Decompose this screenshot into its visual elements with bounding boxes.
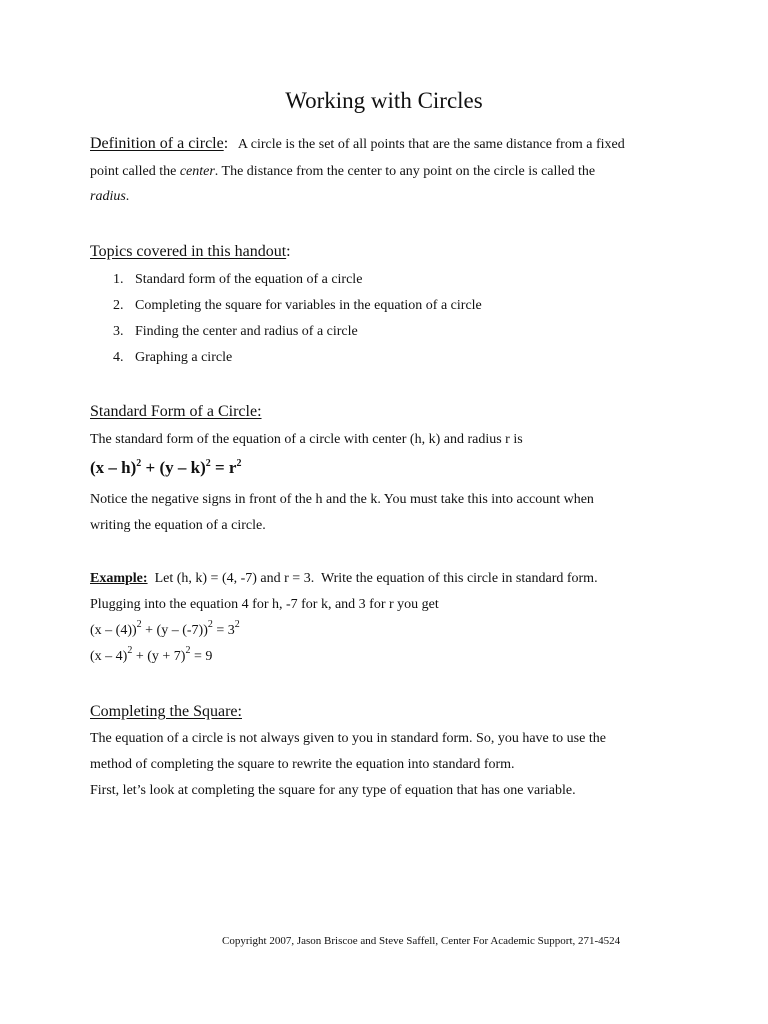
equation-term: (x – (4)) xyxy=(90,623,137,638)
list-item xyxy=(113,350,232,366)
equation-term: + (y + 7) xyxy=(132,649,186,664)
topics-heading-row xyxy=(90,243,291,261)
list-item xyxy=(113,298,482,314)
equation-exponent: 2 xyxy=(205,458,211,469)
completing-line-2: method of completing the square to rewrite the equation into standard form. xyxy=(90,757,515,772)
definition-line-2 xyxy=(90,164,595,180)
page-title: Working with Circles xyxy=(285,88,483,113)
equation-term: + (y – k) xyxy=(141,458,206,477)
completing-square-heading: Completing the Square: xyxy=(90,703,242,720)
topics-heading: Topics covered in this handout xyxy=(90,243,287,260)
equation-term: + (y – (-7)) xyxy=(141,623,208,638)
equation-term: = 3 xyxy=(212,623,235,638)
definition-line-3 xyxy=(90,189,129,205)
list-item-number: 2. xyxy=(113,298,124,313)
equation-exponent: 2 xyxy=(136,458,142,469)
list-item-text: Standard form of the equation of a circle xyxy=(135,272,363,287)
topics-heading-colon: : xyxy=(286,243,291,260)
standard-form-intro: The standard form of the equation of a circle with center (h, k) and radius r is xyxy=(90,432,523,447)
definition-term-radius: radius xyxy=(90,189,126,204)
equation-exponent: 2 xyxy=(236,458,242,469)
equation-exponent: 2 xyxy=(136,619,142,630)
equation-exponent: 2 xyxy=(185,645,191,656)
definition-heading-colon: : xyxy=(223,135,229,152)
example-label: Example: xyxy=(90,571,148,586)
standard-form-heading: Standard Form of a Circle: xyxy=(90,403,262,420)
example-equation-1 xyxy=(90,619,240,639)
definition-text-3-post: . xyxy=(125,189,130,204)
definition-text-2-post: . The distance from the center to any point on the circle is called the xyxy=(214,164,596,179)
completing-line-3: First, let’s look at completing the square for any type of equation that has one variable. xyxy=(90,783,576,798)
definition-term-center: center xyxy=(179,164,215,179)
definition-text-1: A circle is the set of all points that are the same distance from a fixed xyxy=(237,137,625,152)
equation-term: = r xyxy=(210,458,237,477)
notice-line-1: Notice the negative signs in front of the h and the k. You must take this into account when xyxy=(90,492,594,507)
equation-term: (x – 4) xyxy=(90,649,128,664)
definition-line-1 xyxy=(90,135,625,153)
completing-line-1: The equation of a circle is not always given to you in standard form. So, you have to use the xyxy=(90,731,606,746)
copyright-footer: Copyright 2007, Jason Briscoe and Steve Saffell, Center For Academic Support, 271-4524 xyxy=(222,935,621,947)
definition-heading: Definition of a circle xyxy=(90,135,224,152)
example-line-1 xyxy=(90,571,598,587)
equation-term: (x – h) xyxy=(90,458,137,477)
list-item xyxy=(113,272,362,288)
list-item-number: 3. xyxy=(113,324,124,339)
equation-exponent: 2 xyxy=(207,619,213,630)
equation-term: = 9 xyxy=(190,649,213,664)
example-equation-2 xyxy=(90,645,213,665)
definition-text-2-pre: point called the xyxy=(90,164,180,179)
list-item xyxy=(113,324,358,340)
list-item-number: 1. xyxy=(113,272,124,287)
standard-form-equation xyxy=(90,458,241,478)
list-item-text: Finding the center and radius of a circle xyxy=(135,324,358,339)
equation-exponent: 2 xyxy=(127,645,133,656)
example-line-2: Plugging into the equation 4 for h, -7 for k, and 3 for r you get xyxy=(90,597,439,612)
notice-line-2: writing the equation of a circle. xyxy=(90,518,266,533)
list-item-number: 4. xyxy=(113,350,124,365)
example-text-1: Let (h, k) = (4, -7) and r = 3. Write the equation of this circle in standard form. xyxy=(147,571,598,586)
list-item-text: Completing the square for variables in the equation of a circle xyxy=(135,298,482,313)
equation-exponent: 2 xyxy=(234,619,240,630)
list-item-text: Graphing a circle xyxy=(135,350,233,365)
